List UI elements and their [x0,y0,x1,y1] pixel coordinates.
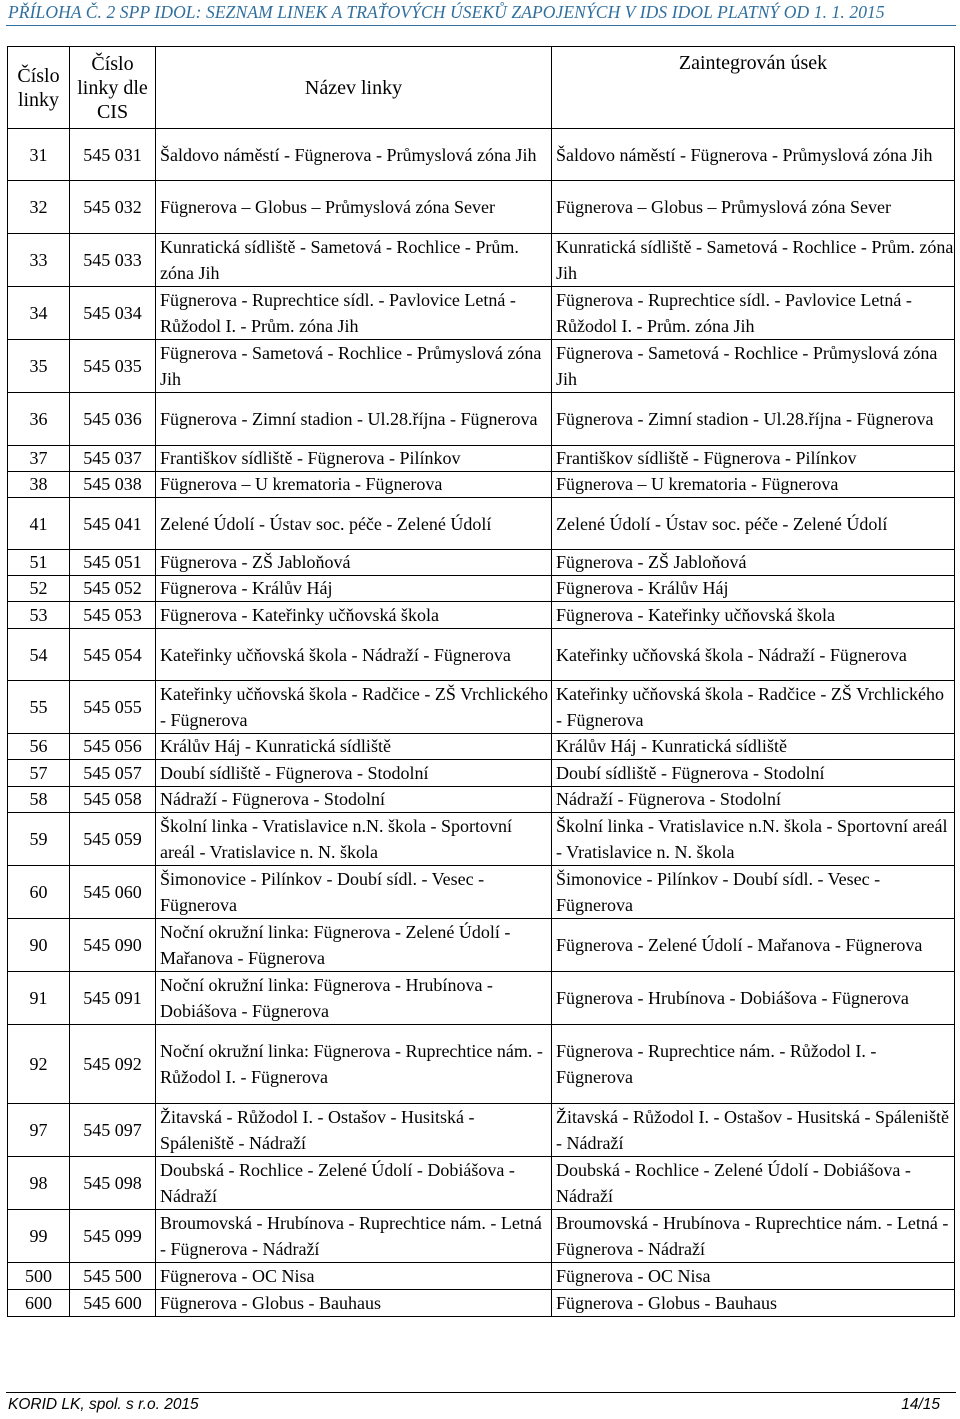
cell-line-number: 58 [8,787,70,813]
cell-integrated-section: Fügnerova - Sametová - Rochlice - Průmyslová zóna Jih [552,340,955,393]
cell-integrated-section: Šaldovo náměstí - Fügnerova - Průmyslová zóna Jih [552,129,955,181]
cell-line-number: 56 [8,734,70,760]
footer-company: KORID LK, spol. s r.o. 2015 [8,1396,199,1413]
cell-line-cis: 545 033 [70,234,156,287]
header-line-cis: Číslo linky dle CIS [70,47,156,129]
table-row [8,287,955,340]
cell-line-number: 55 [8,681,70,734]
table-row [8,972,955,1025]
cell-integrated-section: Králův Háj - Kunratická sídliště [552,734,955,760]
cell-line-number: 38 [8,472,70,498]
cell-line-number: 91 [8,972,70,1025]
cell-line-cis: 545 058 [70,787,156,813]
table-row [8,629,955,681]
cell-line-name: Noční okružní linka: Fügnerova - Zelené Údolí - Mařanova - Fügnerova [156,919,552,972]
cell-line-number: 500 [8,1263,70,1290]
table-row [8,393,955,446]
cell-integrated-section: Nádraží - Fügnerova - Stodolní [552,787,955,813]
table-body [8,129,955,1317]
cell-line-name: Fügnerova - Zimní stadion - Ul.28.října - Fügnerova [156,393,552,446]
table-row [8,787,955,813]
cell-integrated-section: Kunratická sídliště - Sametová - Rochlice - Prům. zóna Jih [552,234,955,287]
cell-line-cis: 545 041 [70,498,156,550]
cell-line-name: Školní linka - Vratislavice n.N. škola - Sportovní areál - Vratislavice n. N. škola [156,813,552,866]
page-header: PŘÍLOHA Č. 2 SPP IDOL: SEZNAM LINEK A TRAŤOVÝCH ÚSEKŮ ZAPOJENÝCH V IDS IDOL PLATNÝ OD 1. 1. 2015 [8,2,885,22]
cell-integrated-section: Doubí sídliště - Fügnerova - Stodolní [552,760,955,787]
cell-line-number: 35 [8,340,70,393]
cell-line-name: Fügnerova - Globus - Bauhaus [156,1290,552,1317]
table-row [8,1104,955,1157]
cell-integrated-section: Doubská - Rochlice - Zelené Údolí - Dobiášova - Nádraží [552,1157,955,1210]
cell-line-cis: 545 055 [70,681,156,734]
header-rule [6,25,956,26]
table-row [8,1025,955,1104]
cell-line-cis: 545 600 [70,1290,156,1317]
cell-line-name: Králův Háj - Kunratická sídliště [156,734,552,760]
cell-integrated-section: Fügnerova – U krematoria - Fügnerova [552,472,955,498]
cell-line-number: 92 [8,1025,70,1104]
cell-integrated-section: Fügnerova - Zimní stadion - Ul.28.října - Fügnerova [552,393,955,446]
table-row [8,866,955,919]
table-row [8,446,955,472]
table-row [8,550,955,576]
cell-line-name: Františkov sídliště - Fügnerova - Pilínkov [156,446,552,472]
cell-line-number: 52 [8,576,70,602]
table-row [8,734,955,760]
header-integrated-section: Zaintegrován úsek [552,47,955,129]
cell-line-name: Broumovská - Hrubínova - Ruprechtice nám. - Letná - Fügnerova - Nádraží [156,1210,552,1263]
cell-line-cis: 545 090 [70,919,156,972]
cell-line-name: Doubská - Rochlice - Zelené Údolí - Dobiášova - Nádraží [156,1157,552,1210]
table-row [8,602,955,629]
cell-integrated-section: Fügnerova – Globus – Průmyslová zóna Sever [552,181,955,234]
cell-integrated-section: Fügnerova - Kateřinky učňovská škola [552,602,955,629]
cell-line-number: 53 [8,602,70,629]
cell-line-cis: 545 037 [70,446,156,472]
cell-line-number: 98 [8,1157,70,1210]
cell-line-name: Kunratická sídliště - Sametová - Rochlice - Prům. zóna Jih [156,234,552,287]
cell-integrated-section: Františkov sídliště - Fügnerova - Pilínkov [552,446,955,472]
cell-line-name: Zelené Údolí - Ústav soc. péče - Zelené Údolí [156,498,552,550]
cell-line-cis: 545 059 [70,813,156,866]
cell-line-cis: 545 098 [70,1157,156,1210]
cell-integrated-section: Školní linka - Vratislavice n.N. škola - Sportovní areál - Vratislavice n. N. škola [552,813,955,866]
cell-line-name: Fügnerova - Ruprechtice sídl. - Pavlovice Letná - Růžodol I. - Prům. zóna Jih [156,287,552,340]
cell-line-cis: 545 035 [70,340,156,393]
cell-integrated-section: Zelené Údolí - Ústav soc. péče - Zelené Údolí [552,498,955,550]
cell-line-cis: 545 056 [70,734,156,760]
cell-line-name: Fügnerova - Kateřinky učňovská škola [156,602,552,629]
cell-line-number: 57 [8,760,70,787]
cell-line-name: Fügnerova – Globus – Průmyslová zóna Sever [156,181,552,234]
table-row [8,1210,955,1263]
cell-line-number: 60 [8,866,70,919]
cell-integrated-section: Fügnerova - Hrubínova - Dobiášova - Fügnerova [552,972,955,1025]
cell-line-name: Noční okružní linka: Fügnerova - Hrubínova - Dobiášova - Fügnerova [156,972,552,1025]
cell-line-number: 34 [8,287,70,340]
cell-line-cis: 545 036 [70,393,156,446]
table-row [8,498,955,550]
cell-integrated-section: Fügnerova - ZŠ Jabloňová [552,550,955,576]
table-row [8,919,955,972]
cell-line-number: 33 [8,234,70,287]
cell-line-name: Doubí sídliště - Fügnerova - Stodolní [156,760,552,787]
table-row [8,181,955,234]
cell-integrated-section: Fügnerova - Globus - Bauhaus [552,1290,955,1317]
table-row [8,760,955,787]
cell-line-cis: 545 032 [70,181,156,234]
cell-line-name: Nádraží - Fügnerova - Stodolní [156,787,552,813]
cell-line-cis: 545 092 [70,1025,156,1104]
table-row [8,340,955,393]
cell-line-cis: 545 057 [70,760,156,787]
cell-line-cis: 545 034 [70,287,156,340]
cell-line-name: Kateřinky učňovská škola - Radčice - ZŠ Vrchlického - Fügnerova [156,681,552,734]
cell-line-name: Kateřinky učňovská škola - Nádraží - Fügnerova [156,629,552,681]
cell-line-number: 54 [8,629,70,681]
cell-line-number: 41 [8,498,70,550]
table-row [8,472,955,498]
table-row [8,234,955,287]
cell-line-cis: 545 500 [70,1263,156,1290]
cell-line-number: 31 [8,129,70,181]
cell-line-cis: 545 038 [70,472,156,498]
cell-line-number: 36 [8,393,70,446]
cell-line-name: Fügnerova - Sametová - Rochlice - Průmyslová zóna Jih [156,340,552,393]
cell-line-number: 51 [8,550,70,576]
header-line-number: Číslo linky [8,47,70,129]
cell-line-name: Fügnerova - ZŠ Jabloňová [156,550,552,576]
cell-line-name: Žitavská - Růžodol I. - Ostašov - Husitská - Spáleniště - Nádraží [156,1104,552,1157]
table-row [8,1290,955,1317]
cell-line-cis: 545 091 [70,972,156,1025]
cell-line-cis: 545 052 [70,576,156,602]
page-footer [8,1396,940,1416]
cell-integrated-section: Kateřinky učňovská škola - Nádraží - Fügnerova [552,629,955,681]
cell-integrated-section: Fügnerova - Ruprechtice nám. - Růžodol I. - Fügnerova [552,1025,955,1104]
header-line-name: Název linky [156,47,552,129]
table-row [8,813,955,866]
table-row [8,129,955,181]
line-table [7,46,955,1317]
table-row [8,1263,955,1290]
cell-integrated-section: Fügnerova - Králův Háj [552,576,955,602]
cell-line-name: Šimonovice - Pilínkov - Doubí sídl. - Vesec - Fügnerova [156,866,552,919]
cell-integrated-section: Šimonovice - Pilínkov - Doubí sídl. - Vesec - Fügnerova [552,866,955,919]
cell-line-name: Fügnerova - Králův Háj [156,576,552,602]
cell-line-number: 600 [8,1290,70,1317]
cell-line-number: 99 [8,1210,70,1263]
cell-line-number: 97 [8,1104,70,1157]
cell-line-cis: 545 097 [70,1104,156,1157]
cell-integrated-section: Žitavská - Růžodol I. - Ostašov - Husitská - Spáleniště - Nádraží [552,1104,955,1157]
page-number: 14/15 [901,1396,940,1413]
cell-integrated-section: Kateřinky učňovská škola - Radčice - ZŠ Vrchlického - Fügnerova [552,681,955,734]
cell-line-number: 59 [8,813,70,866]
cell-line-number: 37 [8,446,70,472]
cell-line-cis: 545 054 [70,629,156,681]
cell-line-name: Šaldovo náměstí - Fügnerova - Průmyslová zóna Jih [156,129,552,181]
cell-line-name: Fügnerova - OC Nisa [156,1263,552,1290]
cell-line-number: 90 [8,919,70,972]
cell-line-number: 32 [8,181,70,234]
cell-line-name: Noční okružní linka: Fügnerova - Ruprechtice nám. - Růžodol I. - Fügnerova [156,1025,552,1104]
cell-integrated-section: Fügnerova - Zelené Údolí - Mařanova - Fügnerova [552,919,955,972]
cell-line-cis: 545 060 [70,866,156,919]
cell-integrated-section: Broumovská - Hrubínova - Ruprechtice nám. - Letná - Fügnerova - Nádraží [552,1210,955,1263]
footer-rule [6,1392,956,1393]
table-row [8,1157,955,1210]
cell-line-cis: 545 031 [70,129,156,181]
cell-integrated-section: Fügnerova - OC Nisa [552,1263,955,1290]
cell-line-cis: 545 053 [70,602,156,629]
table-row [8,681,955,734]
cell-line-cis: 545 051 [70,550,156,576]
table-row [8,576,955,602]
cell-line-name: Fügnerova – U krematoria - Fügnerova [156,472,552,498]
cell-integrated-section: Fügnerova - Ruprechtice sídl. - Pavlovice Letná - Růžodol I. - Prům. zóna Jih [552,287,955,340]
cell-line-cis: 545 099 [70,1210,156,1263]
